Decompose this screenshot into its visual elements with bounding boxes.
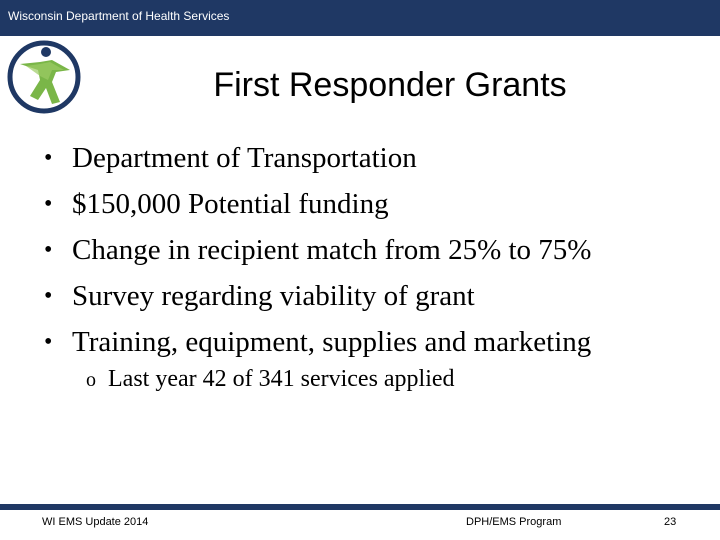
bullet-text: Change in recipient match from 25% to 75% bbox=[72, 234, 592, 266]
bullet-icon: • bbox=[44, 237, 53, 263]
bullet-text: Department of Transportation bbox=[72, 142, 417, 174]
footer-event: WI EMS Update 2014 bbox=[42, 516, 149, 528]
bullet-text: Survey regarding viability of grant bbox=[72, 280, 475, 312]
page-number: 23 bbox=[664, 516, 677, 528]
organization-name: Wisconsin Department of Health Services bbox=[8, 9, 230, 23]
dhs-logo-icon bbox=[6, 40, 82, 114]
bullet-text: $150,000 Potential funding bbox=[72, 188, 389, 220]
sub-list-item bbox=[86, 366, 455, 393]
bullet-icon: • bbox=[44, 191, 53, 217]
bullet-list bbox=[40, 140, 591, 370]
bullet-icon: • bbox=[44, 145, 53, 171]
list-item bbox=[40, 186, 591, 232]
bullet-icon: • bbox=[44, 329, 53, 355]
bullet-icon: • bbox=[44, 283, 53, 309]
sub-bullet-icon: o bbox=[86, 369, 96, 391]
list-item bbox=[40, 278, 591, 324]
footer-program: DPH/EMS Program bbox=[466, 516, 562, 528]
sub-bullet-text: Last year 42 of 341 services applied bbox=[108, 366, 455, 392]
list-item bbox=[40, 324, 591, 370]
header-bar bbox=[0, 0, 720, 36]
list-item bbox=[40, 140, 591, 186]
bullet-text: Training, equipment, supplies and marketing bbox=[72, 326, 592, 358]
list-item bbox=[40, 232, 591, 278]
slide-title: First Responder Grants bbox=[213, 66, 567, 104]
footer-divider bbox=[0, 504, 720, 510]
